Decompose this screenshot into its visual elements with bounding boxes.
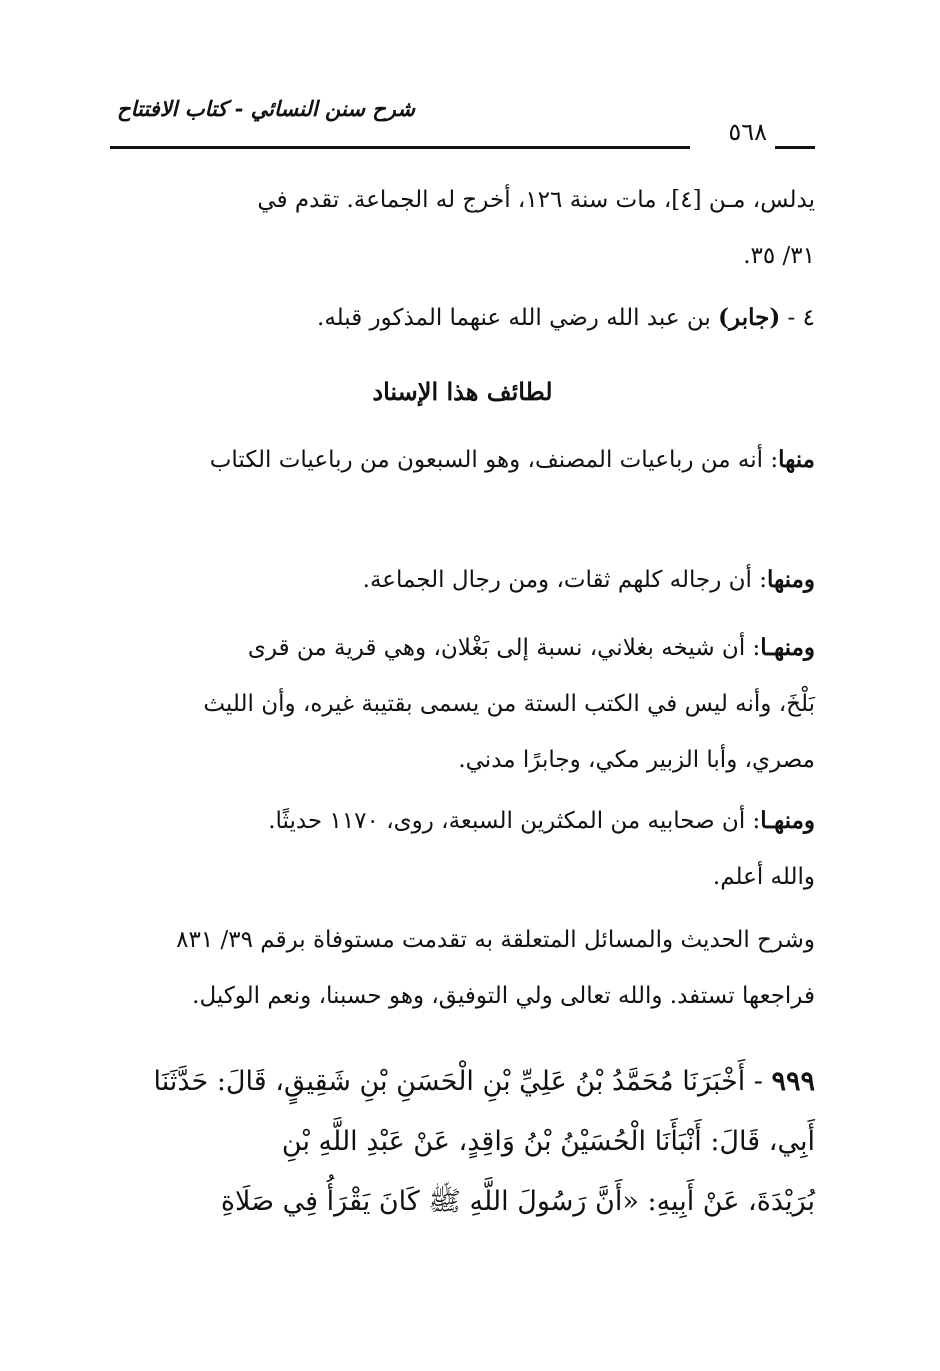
text-line [110, 620, 815, 676]
text-line: فراجعها تستفد. والله تعالى ولي التوفيق، وهو حسبنا، ونعم الوكيل. [192, 983, 815, 1009]
text-line: ٣١/ ٣٥. [743, 243, 815, 269]
text-line [110, 432, 815, 488]
top-paragraph [110, 172, 815, 284]
text-line: يدلس، مـن [٤]، مات سنة ١٢٦، أخرج له الجماعة. تقدم في [257, 187, 815, 213]
point-lead: ومنها [767, 566, 815, 593]
hadith-line: بُرَيْدَةَ، عَنْ أَبِيهِ: «أَنَّ رَسُولَ اللَّهِ ﷺ كَانَ يَقْرَأُ فِي صَلَاةِ [220, 1186, 815, 1217]
text-line: والله أعلم. [712, 864, 815, 890]
text-line [110, 1052, 815, 1112]
header-rule [110, 146, 690, 149]
closing-paragraph [110, 912, 815, 1024]
item-number: ٤ - [780, 305, 815, 331]
point-text: : أن صحابيه من المكثرين السبعة، روى، ١١٧٠ حديثًا. [268, 808, 761, 834]
point-text: : أنه من رباعيات المصنف، وهو السبعون من رباعيات الكتاب [209, 447, 779, 473]
point-text: : أن رجاله كلهم ثقات، ومن رجال الجماعة. [362, 567, 768, 593]
hadith-line: - أَخْبَرَنَا مُحَمَّدُ بْنُ عَلِيِّ بْنِ الْحَسَنِ بْنِ شَقِيقٍ، قَالَ: حَدَّثَنَا [153, 1066, 772, 1097]
narrator-name: (جابر) [718, 304, 781, 331]
hadith-text [110, 1052, 815, 1232]
point-1 [110, 432, 815, 488]
hadith-number: ٩٩٩ [771, 1066, 815, 1097]
page-number: ٥٦٨ [728, 118, 767, 146]
point-text: : أن شيخه بغلاني، نسبة إلى بَغْلان، وهي قرية من قرى [247, 635, 761, 661]
text-line: وشرح الحديث والمسائل المتعلقة به تقدمت مستوفاة برقم ٣٩/ ٨٣١ [176, 927, 815, 953]
section-heading: لطائف هذا الإسناد [372, 377, 553, 406]
point-3 [110, 620, 815, 788]
header-rule-short [775, 146, 815, 149]
text-line [110, 552, 815, 608]
point-lead: ومنهـا [760, 634, 815, 661]
hadith-line: أَبِي، قَالَ: أَنْبَأَنَا الْحُسَيْنُ بْنُ وَاقِدٍ، عَنْ عَبْدِ اللَّهِ بْنِ [281, 1126, 815, 1157]
page-header [110, 96, 815, 156]
point-4 [110, 793, 815, 905]
text-line: بَلْخَ، وأنه ليس في الكتب الستة من يسمى بقتيبة غيره، وأن الليث [203, 691, 815, 717]
point-lead: ومنهـا [760, 807, 815, 834]
point-2 [110, 552, 815, 608]
text-line: مصري، وأبا الزبير مكي، وجابرًا مدني. [458, 747, 815, 773]
text-line [110, 290, 815, 346]
point-lead: منها [778, 446, 815, 473]
narrator-item [110, 290, 815, 346]
text-line [110, 793, 815, 849]
narrator-description: بن عبد الله رضي الله عنهما المذكور قبله. [317, 305, 719, 331]
running-title: شرح سنن النسائي - كتاب الافتتاح [117, 96, 415, 121]
